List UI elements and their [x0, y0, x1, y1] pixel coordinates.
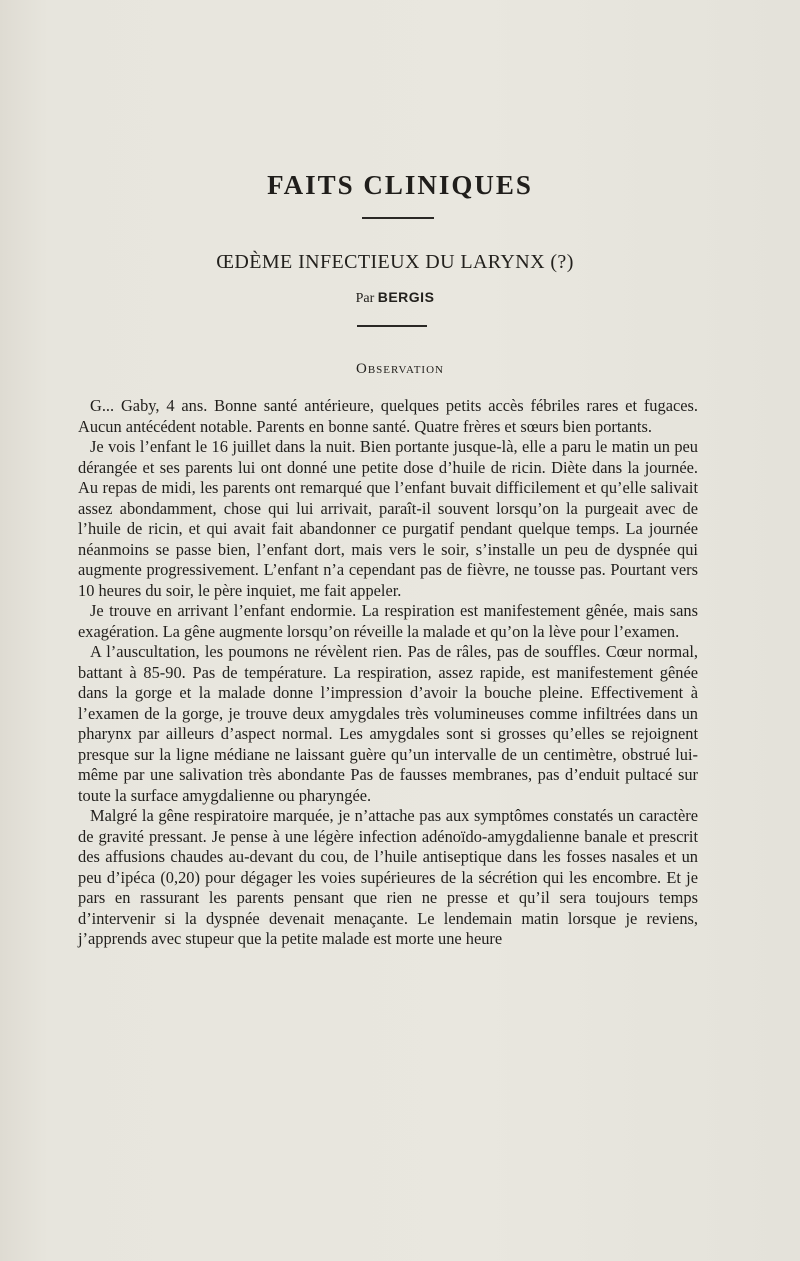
section-title: FAITS CLINIQUES [267, 170, 533, 200]
author-name: BERGIS [377, 289, 435, 305]
title-divider [362, 217, 434, 219]
byline-divider [357, 325, 427, 327]
article-body [78, 396, 698, 950]
paragraph: A l’auscultation, les poumons ne révèlent rien. Pas de râles, pas de souffles. Cœur normal, battant à 85-90. Pas de température. La respiration, assez rapide, est manifestement gênée dans la gorge et la malade donne l’impression d’avoir la bouche pleine. Effectivement à l’examen de la gorge, je trouve deux amygdales très volumineuses comme infiltrées dans un pharynx par ailleurs d’aspect normal. Les amygdales sont si grosses qu’elles se rejoignent presque sur la ligne médiane ne laissant guère qu’un intervalle de un centimètre, obstrué lui-même par une salivation très abondante Pas de fausses membranes, pas d’enduit pultacé sur toute la surface amygdalienne ou pharyngée. [78, 642, 698, 805]
byline-prefix: Par [355, 291, 375, 306]
paragraph: G... Gaby, 4 ans. Bonne santé antérieure, quelques petits accès fébriles rares et fugaces. Aucun antécédent notable. Parents en bonne santé. Quatre frères et sœurs bien portants. [78, 396, 698, 436]
article-title: ŒDÈME INFECTIEUX DU LARYNX (?) [216, 251, 574, 273]
paragraph: Je vois l’enfant le 16 juillet dans la nuit. Bien portante jusque-là, elle a paru le matin un peu dérangée et ses parents lui ont donné une petite dose d’huile de ricin. Diète dans la journée. Au repas de midi, les parents ont remarqué que l’enfant buvait difficilement et qu’elle salivait assez abondamment, chose qui lui arrivait, paraît-il souvent lorsqu’on la purgeait avec de l’huile de ricin, et qui avait fait abandonner ce purgatif pendant quelque temps. La journée néanmoins se passe bien, l’enfant dort, mais vers le soir, s’installe un peu de dyspnée qui augmente progressivement. L’enfant n’a cependant pas de fièvre, ne tousse pas. Pourtant vers 10 heures du soir, le père inquiet, me fait appeler. [78, 437, 698, 600]
paragraph: Je trouve en arrivant l’enfant endormie. La respiration est manifestement gênée, mais sans exagération. La gêne augmente lorsqu’on réveille la malade et qu’on la lève pour l’examen. [78, 601, 698, 641]
byline [0, 289, 790, 307]
paragraph: Malgré la gêne respiratoire marquée, je n’attache pas aux symptômes constatés un caractère de gravité pressant. Je pense à une légère infection adénoïdo-amygdalienne banale et prescrit des affusions chaudes au-devant du cou, de l’huile antiseptique dans les fosses nasales et un peu d’ipéca (0,20) pour dégager les voies supérieures de la sécrétion qui les encombre. Et je pars en rassurant les parents pensant que rien ne presse et qu’il sera toujours temps d’intervenir si la dyspnée devenait menaçante. Le lendemain matin lorsque je reviens, j’apprends avec stupeur que la petite malade est morte une heure [78, 806, 698, 948]
observation-heading: Observation [356, 361, 444, 377]
